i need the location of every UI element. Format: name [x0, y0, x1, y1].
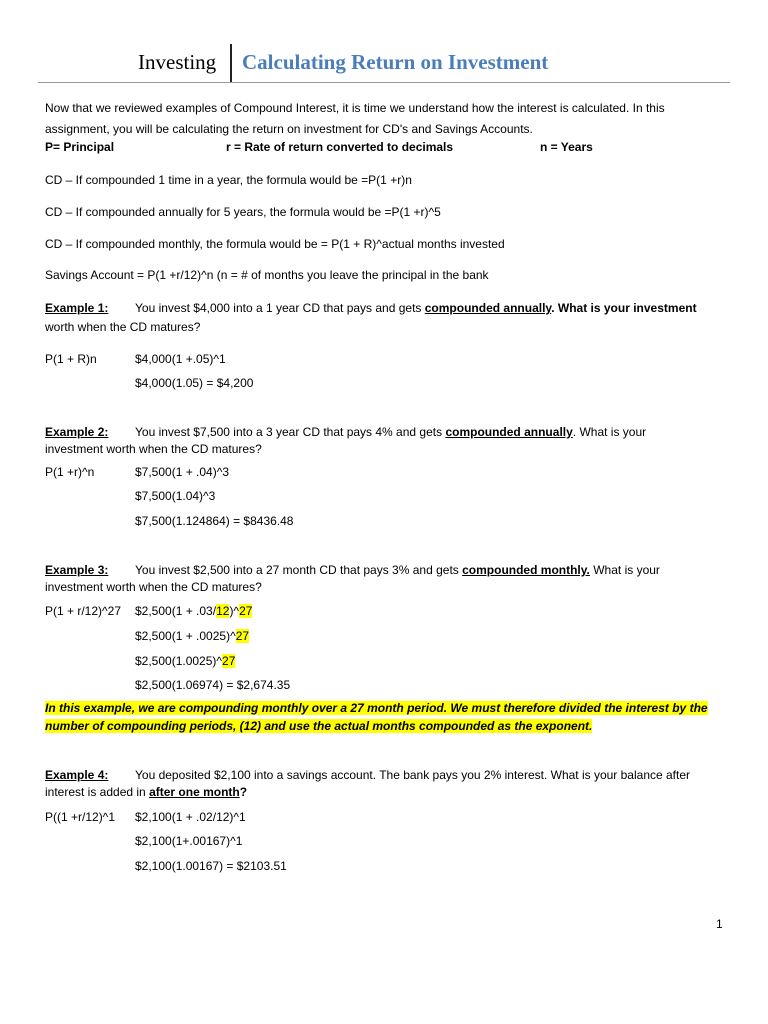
- example-4-step-1: $2,100(1 + .02/12)^1: [135, 810, 246, 824]
- example-3-note-line-1: In this example, we are compounding monthly over a 27 month period. We must therefore divided the interest by the: [45, 701, 708, 715]
- example-1-formula: P(1 + R)n: [45, 352, 97, 366]
- intro-line-1: Now that we reviewed examples of Compound Interest, it is time we understand how the interest is calculated. In this: [45, 101, 665, 115]
- example-3-note-line-2: number of compounding periods, (12) and use the actual months compounded as the exponent.: [45, 719, 593, 733]
- example-1-step-2: $4,000(1.05) = $4,200: [135, 376, 254, 390]
- example-3-step-3: $2,500(1.0025)^27: [135, 654, 236, 668]
- definition-years: n = Years: [540, 140, 593, 154]
- example-2-question-line-1: You invest $7,500 into a 3 year CD that pays 4% and gets compounded annually. What is your: [135, 425, 647, 439]
- example-3-step-2: $2,500(1 + .0025)^27: [135, 629, 250, 643]
- example-4-formula: P((1 +r/12)^1: [45, 810, 115, 824]
- example-1-step-1: $4,000(1 +.05)^1: [135, 352, 226, 366]
- definition-rate: r = Rate of return converted to decimals: [226, 140, 454, 154]
- example-2-step-3: $7,500(1.124864) = $8436.48: [135, 514, 294, 528]
- section-label: Investing: [138, 50, 217, 74]
- formula-line-1: CD – If compounded 1 time in a year, the formula would be =P(1 +r)n: [45, 173, 412, 187]
- example-3-question-line-1: You invest $2,500 into a 27 month CD that pays 3% and gets compounded monthly. What is your: [135, 563, 660, 577]
- example-1-question-line-1: You invest $4,000 into a 1 year CD that pays and gets compounded annually. What is your investment: [135, 301, 697, 315]
- formula-line-3: CD – If compounded monthly, the formula would be = P(1 + R)^actual months invested: [45, 237, 505, 251]
- example-2-formula: P(1 +r)^n: [45, 465, 95, 479]
- example-2-step-1: $7,500(1 + .04)^3: [135, 465, 230, 479]
- page-title: Calculating Return on Investment: [242, 50, 549, 74]
- page-number: 1: [716, 917, 723, 931]
- example-3-label: Example 3:: [45, 563, 109, 577]
- example-1-label: Example 1:: [45, 301, 109, 315]
- example-3-step-4: $2,500(1.06974) = $2,674.35: [135, 678, 291, 692]
- example-2-question-line-2: investment worth when the CD matures?: [45, 442, 262, 456]
- example-3-step-1: $2,500(1 + .03/12)^27: [135, 604, 253, 618]
- formula-line-4: Savings Account = P(1 +r/12)^n (n = # of months you leave the principal in the bank: [45, 268, 489, 282]
- header-rule: [38, 82, 730, 83]
- example-4-step-2: $2,100(1+.00167)^1: [135, 834, 243, 848]
- intro-line-2: assignment, you will be calculating the return on investment for CD's and Savings Accounts.: [45, 122, 533, 136]
- example-1-question-line-2: worth when the CD matures?: [45, 320, 201, 334]
- definition-principal: P= Principal: [45, 140, 115, 154]
- example-4-step-3: $2,100(1.00167) = $2103.51: [135, 859, 287, 873]
- example-2-label: Example 2:: [45, 425, 109, 439]
- formula-line-2: CD – If compounded annually for 5 years, the formula would be =P(1 +r)^5: [45, 205, 441, 219]
- example-4-question-line-1: You deposited $2,100 into a savings account. The bank pays you 2% interest. What is your balance after: [135, 768, 691, 782]
- header-divider: [230, 44, 232, 82]
- example-3-formula: P(1 + r/12)^27: [45, 604, 122, 618]
- example-3-question-line-2: investment worth when the CD matures?: [45, 580, 262, 594]
- example-2-step-2: $7,500(1.04)^3: [135, 489, 216, 503]
- example-4-question-line-2: interest is added in after one month?: [45, 785, 248, 799]
- example-4-label: Example 4:: [45, 768, 109, 782]
